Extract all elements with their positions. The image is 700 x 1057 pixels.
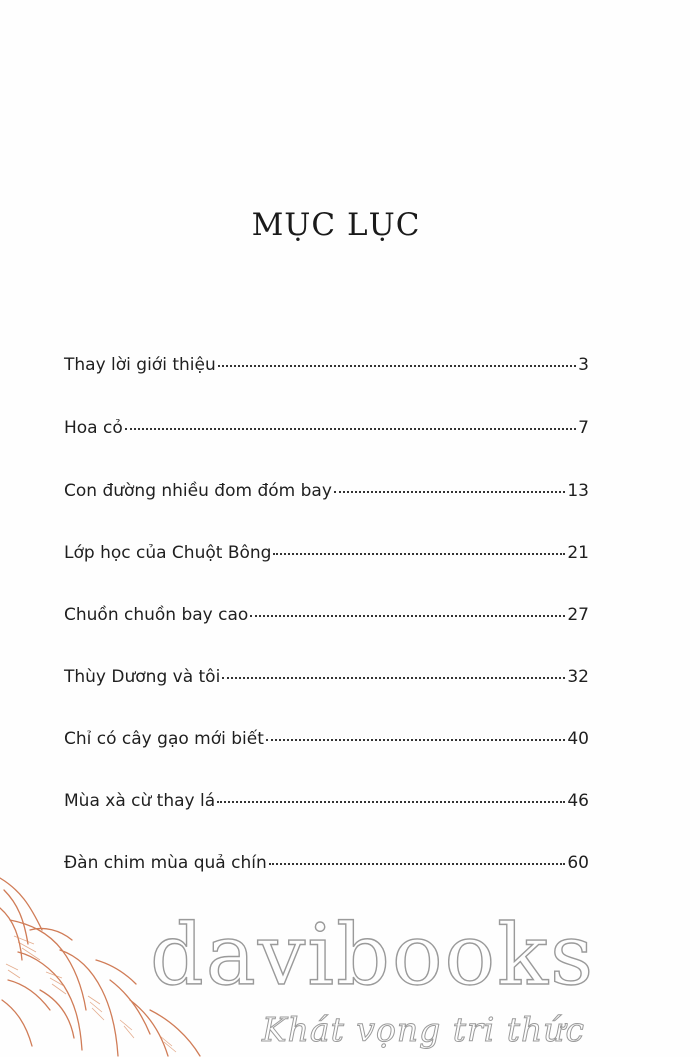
toc-entry-page: 60 [567, 853, 589, 873]
toc-entry [64, 726, 589, 752]
toc-entry [64, 788, 589, 814]
dot-leader [269, 851, 566, 865]
dot-leader [217, 789, 565, 803]
toc-entry [64, 352, 589, 378]
toc-entry-title: Hoa cỏ [64, 418, 123, 438]
dot-leader [222, 665, 565, 679]
toc-entry-title: Mùa xà cừ thay lá [64, 791, 216, 811]
toc-entry-page: 27 [567, 605, 589, 625]
watermark-tagline: Khát vọng tri thức [262, 1010, 586, 1049]
toc-entry [64, 602, 589, 628]
dot-leader [218, 353, 576, 367]
toc-entry-title: Lớp học của Chuột Bông [64, 543, 272, 563]
toc-entry-page: 21 [567, 543, 589, 563]
toc-entry-page: 3 [578, 355, 589, 375]
dot-leader [250, 603, 565, 617]
dot-leader [125, 416, 576, 430]
toc-entry [64, 478, 589, 504]
page-title: MỤC LỤC [251, 207, 421, 243]
watermark-logo: davibooks [150, 906, 596, 1004]
toc-entry-page: 32 [567, 667, 589, 687]
toc-entry [64, 664, 589, 690]
toc-entry-title: Con đường nhiều đom đóm bay [64, 481, 332, 501]
dot-leader [334, 479, 565, 493]
toc-entry-title: Thùy Dương và tôi [64, 667, 221, 687]
toc-entry-page: 7 [578, 418, 589, 438]
dot-leader [266, 727, 565, 741]
dot-leader [273, 541, 565, 555]
toc-entry-page: 40 [567, 729, 589, 749]
toc-entry-title: Thay lời giới thiệu [64, 355, 216, 375]
toc-entry-page: 46 [567, 791, 589, 811]
toc-entry-title: Đàn chim mùa quả chín [64, 853, 267, 873]
toc-entry-title: Chỉ có cây gạo mới biết [64, 729, 264, 749]
toc-entry [64, 415, 589, 441]
toc-entry-page: 13 [567, 481, 589, 501]
toc-entry [64, 540, 589, 566]
toc-entry-title: Chuồn chuồn bay cao [64, 605, 249, 625]
